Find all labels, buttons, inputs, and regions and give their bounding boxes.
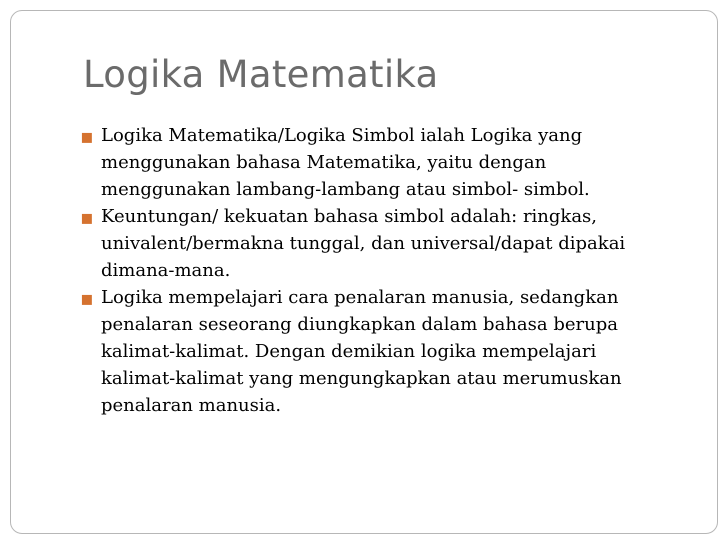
- bullet-line: dimana-mana.: [101, 260, 231, 281]
- bullet-icon: ▪: [80, 205, 94, 229]
- bullet-line: penalaran manusia.: [101, 395, 282, 416]
- bullet-line: menggunakan lambang-lambang atau simbol- simbol.: [101, 179, 590, 200]
- bullet-line: penalaran seseorang diungkapkan dalam bahasa berupa: [101, 314, 618, 335]
- bullet-line: Keuntungan/ kekuatan bahasa simbol adalah: ringkas,: [101, 206, 598, 227]
- bullet-line: menggunakan bahasa Matematika, yaitu dengan: [101, 152, 547, 173]
- bullet-list: [80, 122, 680, 419]
- bullet-line: Logika mempelajari cara penalaran manusia, sedangkan: [101, 287, 619, 308]
- slide-title: Logika Matematika: [83, 53, 439, 96]
- bullet-line: kalimat-kalimat yang mengungkapkan atau merumuskan: [101, 368, 622, 389]
- bullet-item: [80, 203, 680, 284]
- bullet-line: kalimat-kalimat. Dengan demikian logika mempelajari: [101, 341, 597, 362]
- bullet-line: Logika Matematika/Logika Simbol ialah Logika yang: [101, 125, 583, 146]
- bullet-item: [80, 122, 680, 203]
- bullet-item: [80, 284, 680, 419]
- bullet-icon: ▪: [80, 286, 94, 310]
- bullet-line: univalent/bermakna tunggal, dan universal/dapat dipakai: [101, 233, 626, 254]
- bullet-icon: ▪: [80, 124, 94, 148]
